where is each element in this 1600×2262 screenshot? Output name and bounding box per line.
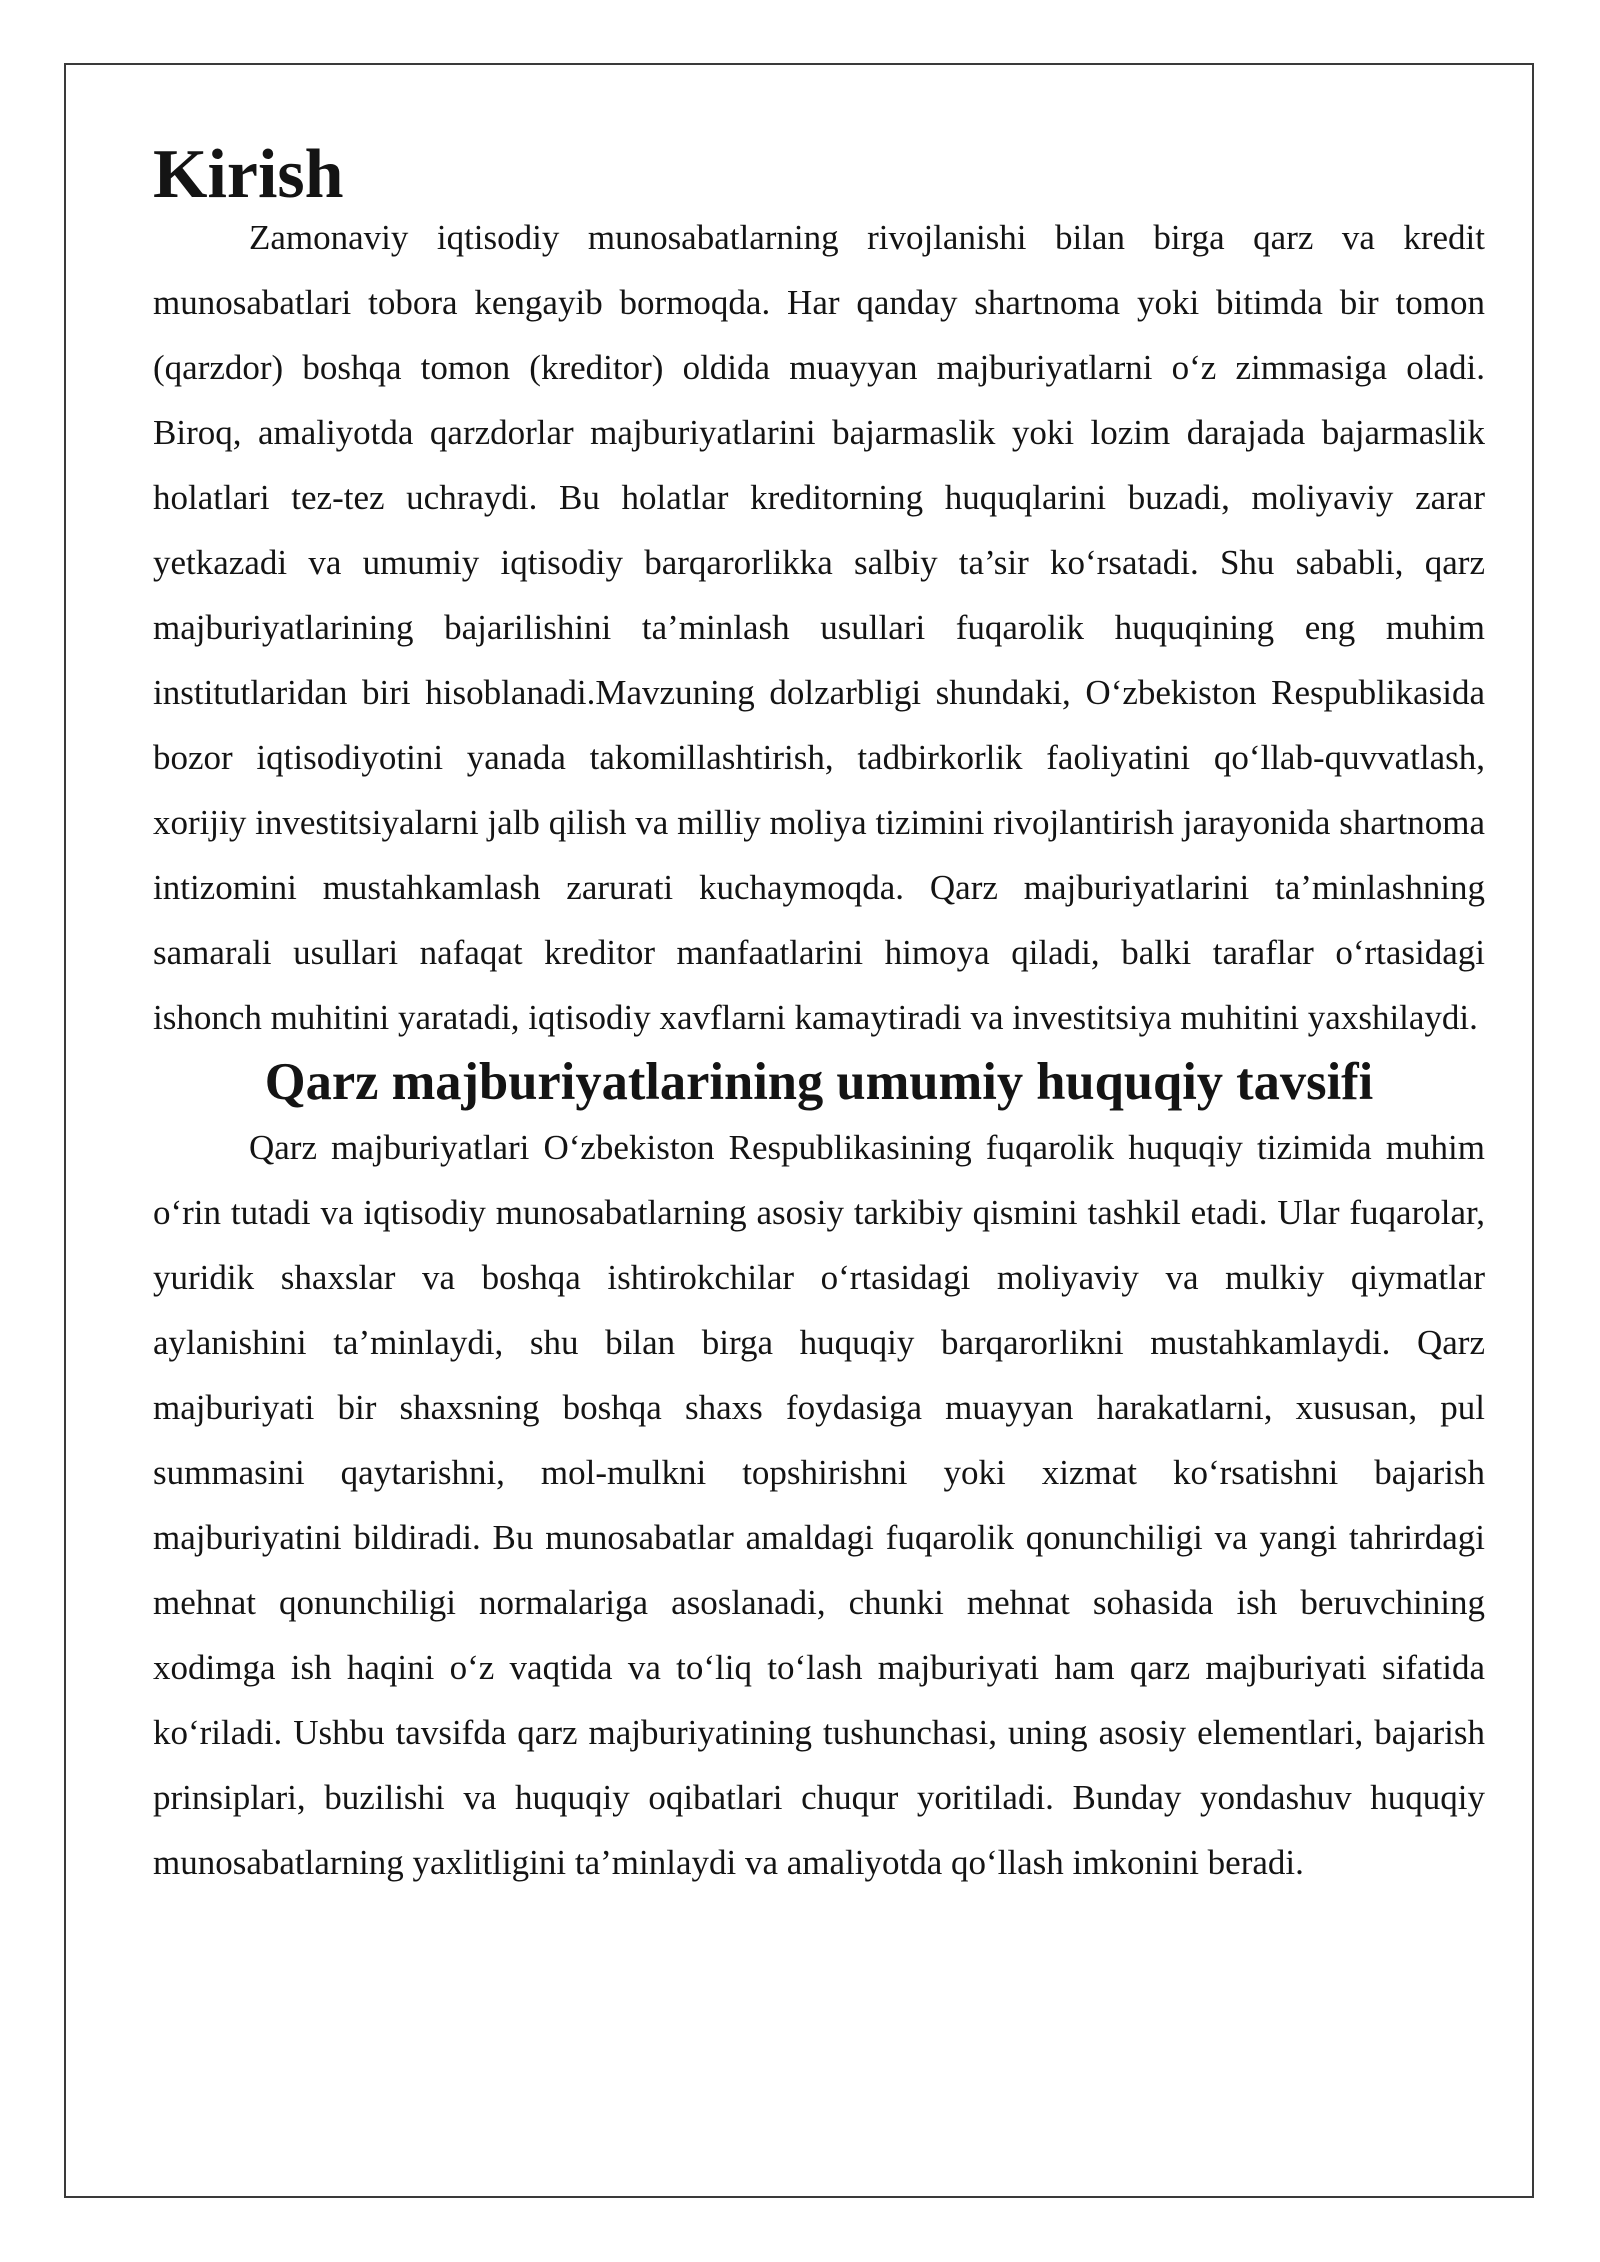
document-body — [153, 136, 1485, 1895]
section-heading-introduction: Kirish — [153, 136, 344, 213]
legal-description-paragraph: Qarz majburiyatlari O‘zbekiston Respublikasining fuqarolik huquqiy tizimida muhim o‘rin tutadi va iqtisodiy munosabatlarning asosiy tarkibiy qismini tashkil etadi. Ular fuqarolar, yuridik shaxslar va boshqa ishtirokchilar o‘rtasidagi moliyaviy va mulkiy qiymatlar aylanishini ta’minlaydi, shu bilan birga huquqiy barqarorlikni mustahkamlaydi. Qarz majburiyati bir shaxsning boshqa shaxs foydasiga muayyan harakatlarni, xususan, pul summasini qaytarishni, mol-mulkni topshirishni yoki xizmat ko‘rsatishni bajarish majburiyatini bildiradi. Bu munosabatlar amaldagi fuqarolik qonunchiligi va yangi tahrirdagi mehnat qonunchiligi normalariga asoslanadi, chunki mehnat sohasida ish beruvchining xodimga ish haqini o‘z vaqtida va to‘liq to‘lash majburiyati ham qarz majburiyati sifatida ko‘riladi. Ushbu tavsifda qarz majburiyatining tushunchasi, uning asosiy elementlari, bajarish prinsiplari, buzilishi va huquqiy oqibatlari chuqur yoritiladi. Bunday yondashuv huquqiy munosabatlarning yaxlitligini ta’minlaydi va amaliyotda qo‘llash imkonini beradi. — [153, 1128, 1485, 1882]
introduction-paragraph: Zamonaviy iqtisodiy munosabatlarning rivojlanishi bilan birga qarz va kredit munosabatlari tobora kengayib bormoqda. Har qanday shartnoma yoki bitimda bir tomon (qarzdor) boshqa tomon (kreditor) oldida muayyan majburiyatlarni o‘z zimmasiga oladi. Biroq, amaliyotda qarzdorlar majburiyatlarini bajarmaslik yoki lozim darajada bajarmaslik holatlari tez-tez uchraydi. Bu holatlar kreditorning huquqlarini buzadi, moliyaviy zarar yetkazadi va umumiy iqtisodiy barqarorlikka salbiy ta’sir ko‘rsatadi. Shu sababli, qarz majburiyatlarining bajarilishini ta’minlash usullari fuqarolik huquqining eng muhim institutlaridan biri hisoblanadi.Mavzuning dolzarbligi shundaki, O‘zbekiston Respublikasida bozor iqtisodiyotini yanada takomillashtirish, tadbirkorlik faoliyatini qo‘llab-quvvatlash, xorijiy investitsiyalarni jalb qilish va milliy moliya tizimini rivojlantirish jarayonida shartnoma intizomini mustahkamlash zarurati kuchaymoqda. Qarz majburiyatlarini ta’minlashning samarali usullari nafaqat kreditor manfaatlarini himoya qiladi, balki taraflar o‘rtasidagi ishonch muhitini yaratadi, iqtisodiy xavflarni kamaytiradi va investitsiya muhitini yaxshilaydi. — [153, 218, 1485, 1037]
section-heading-legal-description: Qarz majburiyatlarining umumiy huquqiy tavsifi — [264, 1053, 1374, 1111]
